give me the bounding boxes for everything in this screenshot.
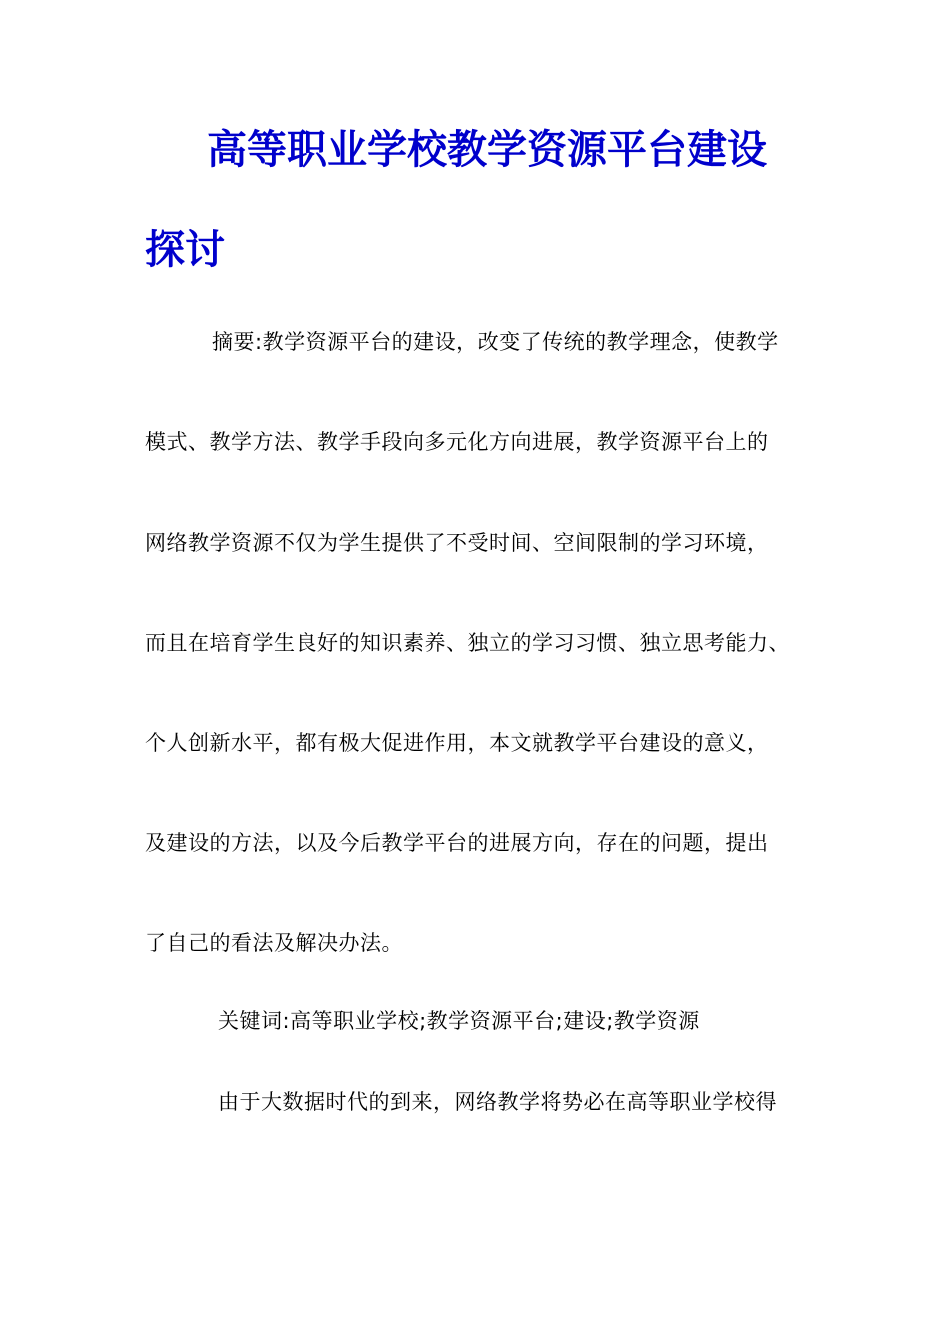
keywords-line: 关键词:高等职业学校;教学资源平台;建设;教学资源 [218, 1009, 700, 1033]
abstract-line-5: 个人创新水平，都有极大促进作用，本文就教学平台建设的意义， [145, 731, 769, 755]
document-title-line-1: 高等职业学校教学资源平台建设 [207, 126, 767, 173]
abstract-line-3: 网络教学资源不仅为学生提供了不受时间、空间限制的学习环境， [145, 531, 769, 555]
abstract-line-1: 摘要:教学资源平台的建设，改变了传统的教学理念，使教学 [212, 330, 779, 354]
document-title-line-2: 探讨 [145, 226, 225, 273]
abstract-line-4: 而且在培育学生良好的知识素养、独立的学习习惯、独立思考能力、 [145, 631, 790, 655]
body-line-1: 由于大数据时代的到来，网络教学将势必在高等职业学校得 [218, 1090, 777, 1114]
abstract-line-2: 模式、教学方法、教学手段向多元化方向进展，教学资源平台上的 [145, 430, 769, 454]
abstract-line-6: 及建设的方法，以及今后教学平台的进展方向，存在的问题，提出 [145, 831, 769, 855]
abstract-line-7: 了自己的看法及解决办法。 [145, 931, 403, 955]
